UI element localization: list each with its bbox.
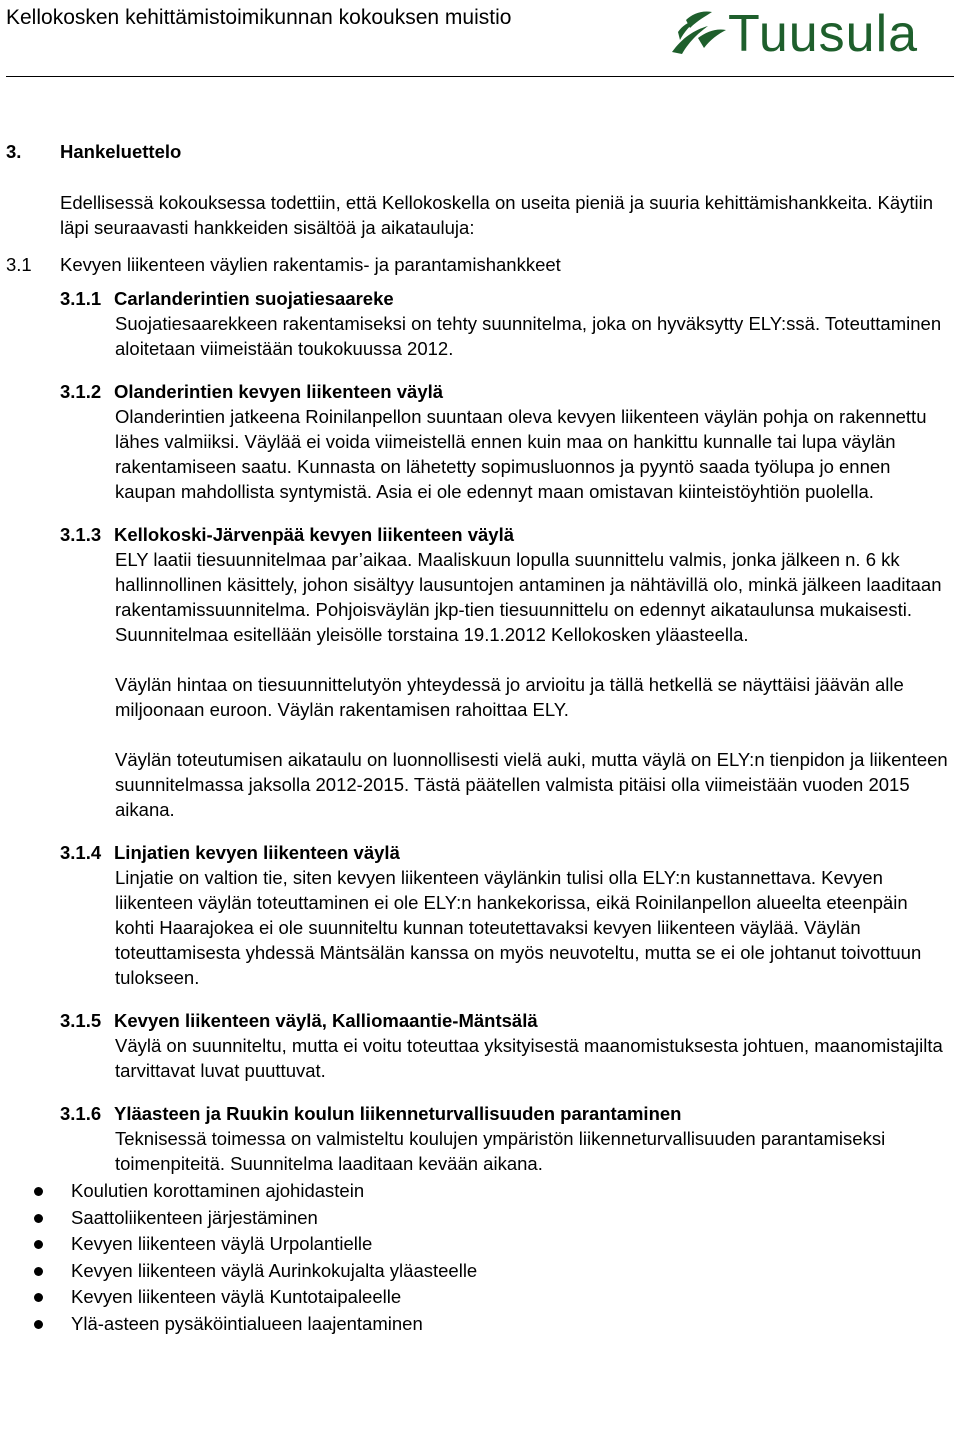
project-title: Carlanderintien suojatiesaareke: [114, 288, 394, 309]
project-body: [115, 311, 950, 361]
project-paragraph: Väylän toteutumisen aikataulu on luonnollisesti vielä auki, mutta väylä on ELY:n tienpidon ja liikenteen suunnitelmassa jaksolla 2012-2015. Tästä päätellen valmista pitäisi olla viimeistään vuoden 2015 aikana.: [115, 749, 948, 820]
project-item: [0, 286, 960, 361]
measures-list: [0, 1178, 960, 1337]
project-number: 3.1.5: [60, 1010, 102, 1031]
list-item-text: Kevyen liikenteen väylä Kuntotaipaleelle: [71, 1286, 402, 1307]
list-item-text: Kevyen liikenteen väylä Urpolantielle: [71, 1233, 373, 1254]
project-body: [115, 404, 950, 504]
project-number: 3.1.4: [60, 842, 102, 863]
project-heading: [0, 522, 960, 547]
header-divider: [6, 76, 954, 77]
bullet-icon: [34, 1214, 43, 1223]
project-paragraph: Väylä on suunniteltu, mutta ei voitu toteuttaa yksityisestä maanomistuksesta johtuen, maanomistajilta tarvittavat luvat puuttuvat.: [115, 1035, 943, 1081]
list-item: [0, 1231, 960, 1258]
project-paragraph: Linjatie on valtion tie, siten kevyen liikenteen väylänkin tulisi olla ELY:n kustannettava. Kevyen liikenteen väylän toteuttaminen ei ole ELY:n hankekorissa, eikä Roinilanpellon alueelta eteenpäin kohti Haarajokea ei ole suunniteltu kunnan toteutettavaksi kevyen liikenteen väylää. Väylän toteuttamisesta yhdessä Mäntsälän kanssa on myös neuvoteltu, mutta se ei ole johtanut toivottuun tulokseen.: [115, 867, 922, 988]
section-title: Hankeluettelo: [60, 141, 182, 162]
project-item: [0, 1101, 960, 1337]
section-heading: [0, 134, 960, 170]
subsection-number: 3.1: [6, 254, 32, 275]
tuusula-logo-icon: [668, 8, 730, 60]
subsection-title: Kevyen liikenteen väylien rakentamis- ja parantamishankkeet: [60, 254, 561, 275]
project-title: Yläasteen ja Ruukin koulun liikenneturvallisuuden parantaminen: [114, 1103, 682, 1124]
project-paragraph: Olanderintien jatkeena Roinilanpellon suuntaan oleva kevyen liikenteen väylän pohja on rakennettu lähes valmiiksi. Väylää ei voida viimeistellä ennen kuin maa on hankittu kunnalle tai lupa väylän rakentamiseen saatu. Kunnasta on lähetetty sopimusluonnos ja pyyntö saada työlupa jo ennen kaupan mahdollista syntymistä. Asia ei ole edennyt maan omistavan kiinteistöyhtiön puolella.: [115, 406, 927, 502]
list-item-text: Kevyen liikenteen väylä Aurinkokujalta yläasteelle: [71, 1259, 478, 1281]
project-paragraph: Teknisessä toimessa on valmisteltu koulujen ympäristön liikenneturvallisuuden parantamiseksi toimenpiteitä. Suunnitelma laaditaan kevään aikana.: [115, 1128, 886, 1174]
project-item: [0, 840, 960, 990]
list-item-text: Saattoliikenteen järjestäminen: [71, 1206, 318, 1228]
document-body: [0, 134, 960, 1337]
document-title: Kellokosken kehittämistoimikunnan kokouksen muistio: [6, 6, 512, 29]
project-title: Kellokoski-Järvenpää kevyen liikenteen väylä: [114, 524, 515, 545]
project-paragraph: Suojatiesaarekkeen rakentamiseksi on tehty suunnitelma, joka on hyväksytty ELY:ssä. Toteuttaminen aloitetaan viimeistään toukokuussa 2012.: [115, 313, 942, 359]
list-item: [0, 1284, 960, 1311]
project-item: [0, 1008, 960, 1083]
project-heading: [0, 379, 960, 404]
project-body: [115, 865, 950, 990]
project-title: Olanderintien kevyen liikenteen väylä: [114, 381, 444, 402]
bullet-icon: [34, 1267, 43, 1276]
section-number: 3.: [6, 141, 22, 162]
project-number: 3.1.6: [60, 1103, 102, 1124]
bullet-icon: [34, 1320, 43, 1329]
section-intro: Edellisessä kokouksessa todettiin, että Kellokoskella on useita pieniä ja suuria kehittämishankkeita. Käytiin läpi seuraavasti hankkeiden sisältöä ja aikatauluja:: [60, 192, 934, 238]
bullet-icon: [34, 1187, 43, 1196]
list-item: [0, 1258, 960, 1285]
list-item: [0, 1205, 960, 1232]
bullet-icon: [34, 1293, 43, 1302]
project-item: [0, 522, 960, 822]
project-heading: [0, 840, 960, 865]
project-body: [115, 1033, 950, 1083]
project-number: 3.1.1: [60, 288, 102, 309]
subsection-heading: [0, 250, 960, 280]
project-heading: [0, 1101, 960, 1126]
project-body: [115, 1126, 950, 1176]
page-header: [0, 0, 960, 80]
project-title: Linjatien kevyen liikenteen väylä: [114, 842, 400, 863]
list-item: [0, 1178, 960, 1205]
project-heading: [0, 286, 960, 311]
bullet-icon: [34, 1240, 43, 1249]
list-item-text: Ylä-asteen pysäköintialueen laajentaminen: [71, 1312, 423, 1334]
project-number: 3.1.3: [60, 524, 102, 545]
tuusula-logo: [668, 2, 956, 66]
logo-wordmark: Tuusula: [728, 5, 919, 63]
list-item: [0, 1311, 960, 1338]
project-heading: [0, 1008, 960, 1033]
project-paragraph: ELY laatii tiesuunnitelmaa par’aikaa. Maaliskuun lopulla suunnittelu valmis, jonka jälkeen n. 6 kk hallinnollinen käsittely, johon sisältyy lausuntojen antaminen ja nähtävillä olo, minkä jälkeen laaditaan rakentamissuunnitelma. Pohjoisväylän jkp-tien tiesuunnittelu on edennyt aikataulunsa mukaisesti. Suunnitelmaa esitellään yleisölle torstaina 19.1.2012 Kellokosken yläasteella.: [115, 549, 942, 645]
project-title: Kevyen liikenteen väylä, Kalliomaantie-Mäntsälä: [114, 1010, 538, 1031]
project-item: [0, 379, 960, 504]
project-body: [115, 547, 950, 822]
project-paragraph: Väylän hintaa on tiesuunnittelutyön yhteydessä jo arvioitu ja tällä hetkellä se näyttäisi jäävän alle miljoonaan euroon. Väylän rakentamisen rahoittaa ELY.: [115, 674, 904, 720]
list-item-text: Koulutien korottaminen ajohidastein: [71, 1180, 365, 1201]
project-number: 3.1.2: [60, 381, 102, 402]
project-list: [0, 286, 960, 1337]
